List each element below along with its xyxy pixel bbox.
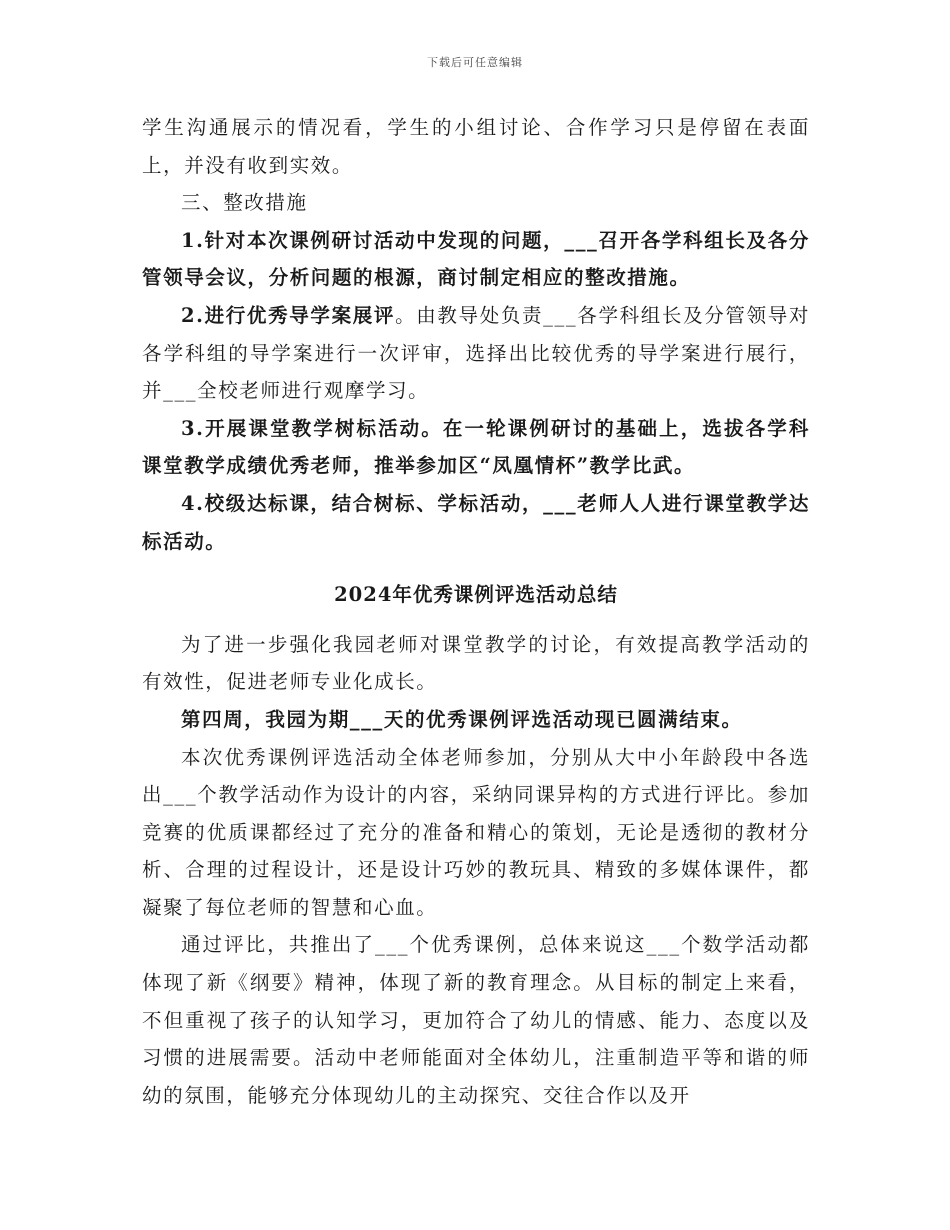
summary-lead-paragraph: 第四周，我园为期___天的优秀课例评选活动现已圆满结束。 — [181, 707, 743, 731]
page-header: 下载后可任意编辑 — [427, 56, 523, 69]
measure-item-4: 4.校级达标课，结合树标、学标活动，___老师人人进行课堂教学达标活动。 — [142, 491, 810, 553]
activity-paragraph: 本次优秀课例评选活动全体老师参加，分别从大中小年龄段中各选出___个教学活动作为设计的内容，采纳同课异构的方式进行评比。参加竞赛的优质课都经过了充分的准备和精心的策划，无论是透彻的教材分析、合理的过程设计，还是设计巧妙的教玩具、精致的多媒体课件，都凝聚了每位老师的智慧和心血。 — [142, 745, 810, 919]
measure-item-2-text: 。由教导处负责___各学科组长及分管领导对各学科组的导学案进行一次评审，选择出比较优秀的导学案进行展行，并___全校老师进行观摩学习。 — [142, 303, 810, 403]
intro-paragraph: 为了进一步强化我园老师对课堂教学的讨论，有效提高教学活动的有效性，促进老师专业化成长。 — [142, 632, 810, 694]
measure-item-2 — [142, 297, 810, 410]
measure-item-3: 3.开展课堂教学树标活动。在一轮课例研讨的基础上，选拔各学科课堂教学成绩优秀老师，推举参加区“凤凰情杯”教学比武。 — [142, 416, 810, 478]
measure-item-2-lead: 2.进行优秀导学案展评 — [181, 303, 396, 327]
evaluation-paragraph: 通过评比，共推出了___个优秀课例，总体来说这___个数学活动都体现了新《纲要》精神，体现了新的教育理念。从目标的制定上来看，不但重视了孩子的认知学习，更加符合了幼儿的情感、能力、态度以及习惯的进展需要。活动中老师能面对全体幼儿，注重制造平等和谐的师幼的氛围，能够充分体现幼儿的主动探究、交往合作以及开 — [142, 933, 810, 1107]
measure-item-1: 1.针对本次课例研讨活动中发现的问题，___召开各学科组长及各分管领导会议，分析问题的根源，商讨制定相应的整改措施。 — [142, 228, 810, 290]
document-title: 2024年优秀课例评选活动总结 — [334, 583, 618, 607]
paragraph-continuation: 学生沟通展示的情况看，学生的小组讨论、合作学习只是停留在表面上，并没有收到实效。 — [142, 116, 810, 177]
section-heading-rectification: 三、整改措施 — [181, 191, 308, 215]
document-body — [142, 109, 810, 1114]
